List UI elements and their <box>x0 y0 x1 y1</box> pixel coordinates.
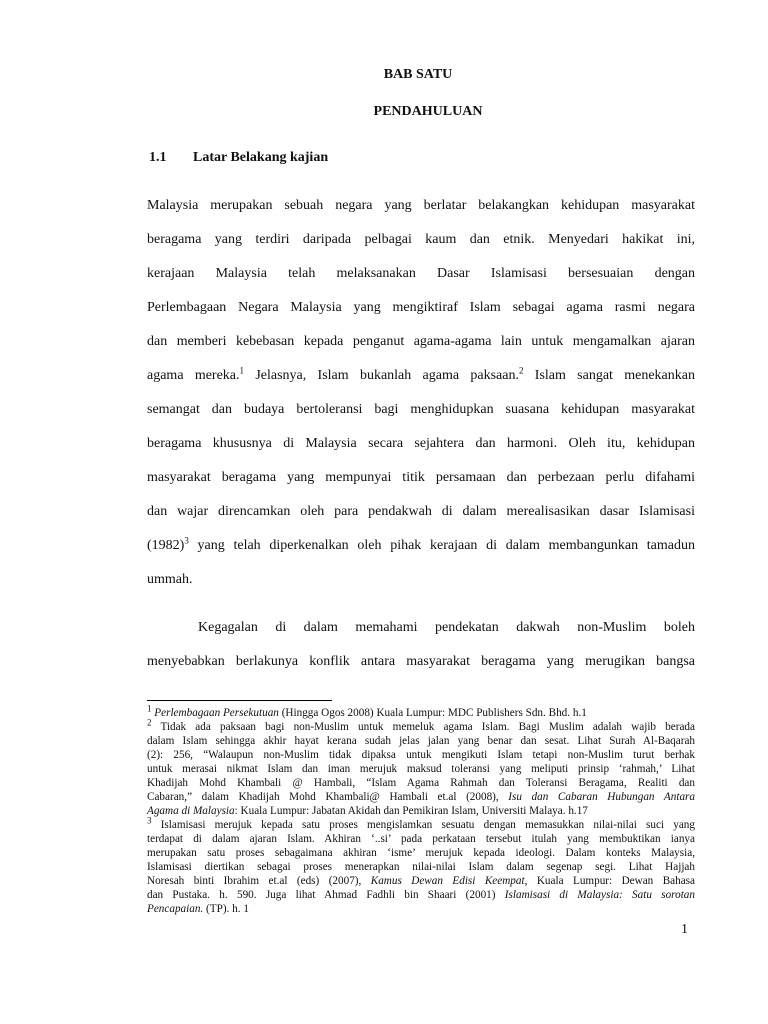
footnote-text: Islamisasi merujuk kepada satu proses mengislamkan sesuatu dengan memasukkan nilai-nilai suci yang <box>160 819 695 831</box>
footnote-line: Islamisasi diertikan sebagai proses menerapkan nilai-nilai Islam dalam segenap segi. Lihat Hajjah <box>147 861 695 873</box>
body-line: menyebabkan berlakunya konflik antara masyarakat beragama yang merugikan bangsa <box>147 654 695 669</box>
body-text: (1982) <box>147 538 185 553</box>
footnote-text: Kuala Lumpur: Dewan Bahasa <box>527 875 695 887</box>
footnote-line: dalam Islam sehingga akhir hayat kerana sudah jelas jalan yang benar dan sesat. Lihat Surah Al-Baqarah <box>147 735 695 747</box>
footnote-italic: Kamus Dewan Edisi Keempat, <box>370 875 528 887</box>
body-line: kerajaan Malaysia telah melaksanakan Dasar Islamisasi bersesuaian dengan <box>147 266 695 281</box>
footnote-line: merupakan satu proses sebagaimana akhiran ‘isme’ merujuk kepada ideologi. Dalam konteks Malaysia, <box>147 847 695 859</box>
footnote-italic: Agama di Malaysia <box>147 805 235 817</box>
footnote-ref-3[interactable]: 3 <box>184 535 189 546</box>
footnote-italic: Islamisasi di Malaysia: Satu sorotan <box>504 889 695 901</box>
footnote-separator <box>147 700 332 701</box>
footnote-ref-1[interactable]: 1 <box>239 365 245 376</box>
chapter-title: PENDAHULUAN <box>373 104 483 119</box>
footnote-text: : Kuala Lumpur: Jabatan Akidah dan Pemikiran Islam, Universiti Malaya. h.17 <box>234 805 588 817</box>
body-text: agama mereka. <box>147 368 240 383</box>
body-line: Malaysia merupakan sebuah negara yang berlatar belakangkan kehidupan masyarakat <box>147 198 695 213</box>
body-line: dan memberi kebebasan kepada penganut agama-agama lain untuk mengamalkan ajaran <box>147 334 695 349</box>
body-line <box>147 535 695 554</box>
footnote-text: Noresah binti Ibrahim et.al (eds) (2007), <box>147 875 371 887</box>
body-line: Perlembagaan Negara Malaysia yang mengiktiraf Islam sebagai agama rasmi negara <box>147 300 695 315</box>
footnote-italic: Perlembagaan Persekutuan <box>154 707 279 719</box>
body-text: Islam sangat menekankan <box>523 368 695 383</box>
footnote-mark: 2 <box>147 717 152 728</box>
footnote-italic: Pencapaian. <box>147 903 204 915</box>
body-text: yang telah diperkenalkan oleh pihak kerajaan di dalam membangunkan tamadun <box>188 538 695 553</box>
footnote-text: (Hingga Ogos 2008) Kuala Lumpur: MDC Publishers Sdn. Bhd. h.1 <box>278 707 587 719</box>
body-line: masyarakat beragama yang mempunyai titik persamaan dan perbezaan perlu difahami <box>147 470 695 485</box>
body-line: Kegagalan di dalam memahami pendekatan dakwah non-Muslim boleh <box>198 620 695 635</box>
footnote-text: Tidak ada paksaan bagi non-Muslim untuk memeluk agama Islam. Bagi Muslim adalah wajib berada <box>160 721 695 733</box>
body-line: semangat dan budaya bertoleransi bagi menghidupkan suasana kehidupan masyarakat <box>147 402 695 417</box>
footnote-italic: Isu dan Cabaran Hubungan Antara <box>508 791 695 803</box>
body-line: beragama yang terdiri daripada pelbagai kaum dan etnik. Menyedari hakikat ini, <box>147 232 695 247</box>
page-number: 1 <box>681 922 688 937</box>
footnote-mark: 3 <box>147 815 152 826</box>
footnote-mark: 1 <box>147 703 152 714</box>
body-line <box>147 365 695 384</box>
chapter-label: BAB SATU <box>383 67 453 82</box>
section-title: Latar Belakang kajian <box>193 150 329 165</box>
footnote-line: Khadijah Mohd Khambali @ Hambali, “Islam Agama Rahmah dan Toleransi Beragama, Realiti dan <box>147 777 695 789</box>
footnote-2 <box>147 717 695 818</box>
footnote-text: Cabaran,” dalam Khadijah Mohd Khambali@ Hambali et.al (2008), <box>147 791 509 803</box>
section-number: 1.1 <box>149 150 167 165</box>
footnote-1 <box>147 703 695 720</box>
body-line: ummah. <box>147 572 193 587</box>
body-line: dan wajar direncamkan oleh para pendakwah di dalam merealisasikan dasar Islamisasi <box>147 504 695 519</box>
footnote-line: terdapat di dalam ajaran Islam. Akhiran ‘..si’ pada perkataan tersebut itulah yang membuktikan ianya <box>147 833 695 845</box>
section-heading <box>149 150 328 166</box>
footnote-line: (2): 256, “Walaupun non-Muslim tidak dipaksa untuk mengikuti Islam tetapi non-Muslim turut berhak <box>147 749 695 761</box>
footnote-text: (TP). h. 1 <box>203 903 249 915</box>
body-line: beragama khususnya di Malaysia secara sejahtera dan harmoni. Oleh itu, kehidupan <box>147 436 695 451</box>
footnote-text: dan Pustaka. h. 590. Juga lihat Ahmad Fadhli bin Shaari (2001) <box>147 889 505 901</box>
footnote-3 <box>147 815 695 916</box>
body-text: Jelasnya, Islam bukanlah agama paksaan. <box>244 368 519 383</box>
footnote-ref-2[interactable]: 2 <box>518 365 524 376</box>
footnote-line: untuk merasai nikmat Islam dan iman merujuk maksud toleransi yang meliputi prinsip ‘rahmah,’ Lihat <box>147 763 695 775</box>
